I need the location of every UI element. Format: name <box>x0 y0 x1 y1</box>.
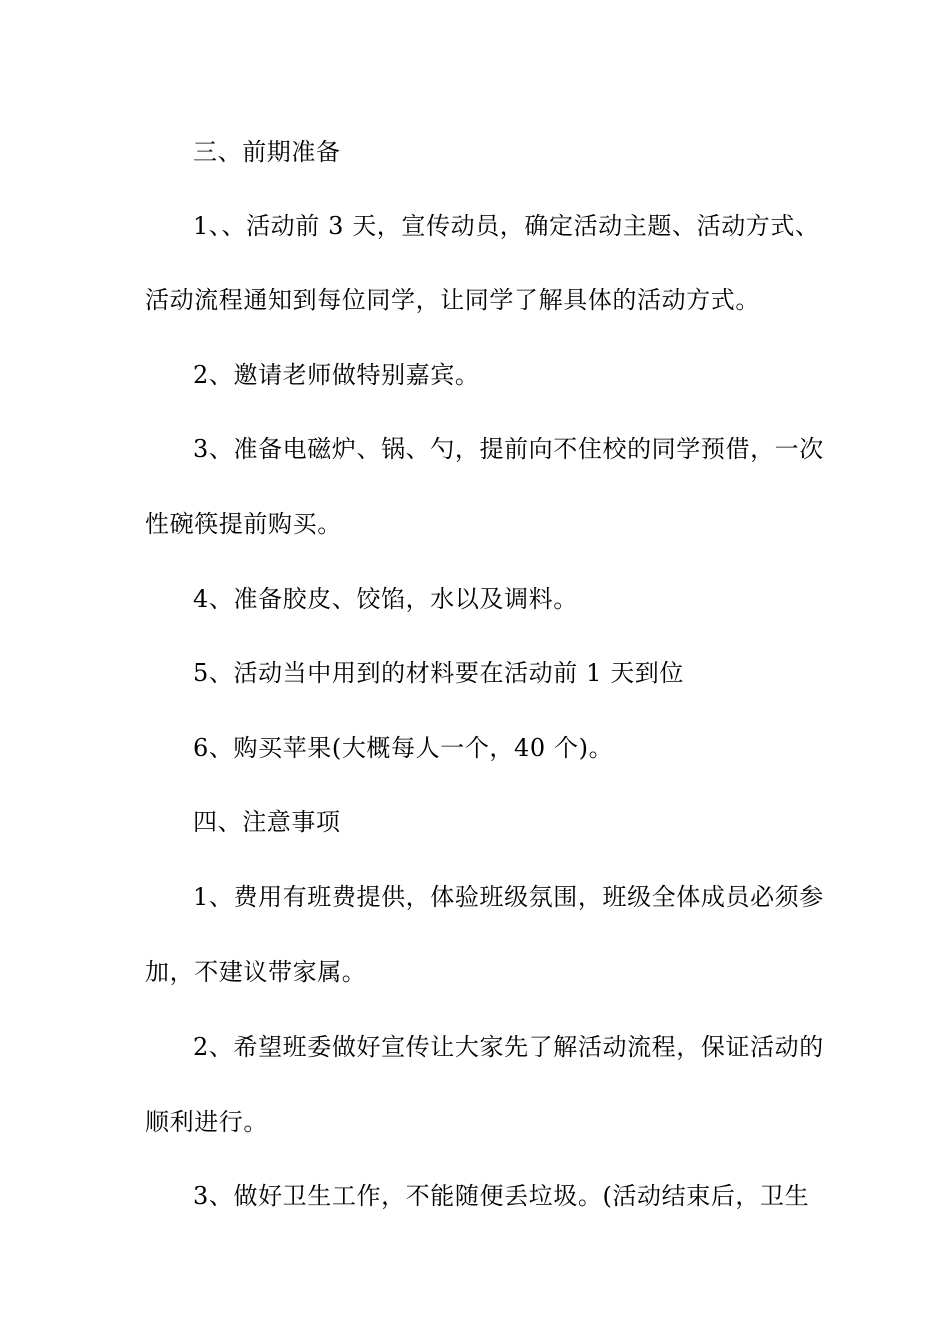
paragraph-line: 活动流程通知到每位同学，让同学了解具体的活动方式。 <box>145 286 760 314</box>
paragraph-line: 6、购买苹果(大概每人一个，40 个)。 <box>193 734 614 762</box>
paragraph-line: 顺利进行。 <box>145 1108 268 1136</box>
paragraph-line: 1、费用有班费提供，体验班级氛围，班级全体成员必须参 <box>193 883 824 911</box>
paragraph-line: 3、准备电磁炉、锅、勺，提前向不住校的同学预借，一次 <box>193 435 824 463</box>
paragraph-line: 1、、活动前 3 天，宣传动员，确定活动主题、活动方式、 <box>193 212 820 240</box>
section-heading-preparation: 三、前期准备 <box>193 138 341 166</box>
paragraph-line: 2、邀请老师做特别嘉宾。 <box>193 361 480 389</box>
paragraph-line: 性碗筷提前购买。 <box>145 510 342 538</box>
paragraph-line: 5、活动当中用到的材料要在活动前 1 天到位 <box>193 659 684 687</box>
paragraph-line: 加，不建议带家属。 <box>145 958 367 986</box>
paragraph-line: 4、准备胶皮、饺馅，水以及调料。 <box>193 585 578 613</box>
paragraph-line: 2、希望班委做好宣传让大家先了解活动流程，保证活动的 <box>193 1033 824 1061</box>
section-heading-notes: 四、注意事项 <box>193 808 341 836</box>
paragraph-line: 3、做好卫生工作，不能随便丢垃圾。(活动结束后，卫生 <box>193 1182 810 1210</box>
